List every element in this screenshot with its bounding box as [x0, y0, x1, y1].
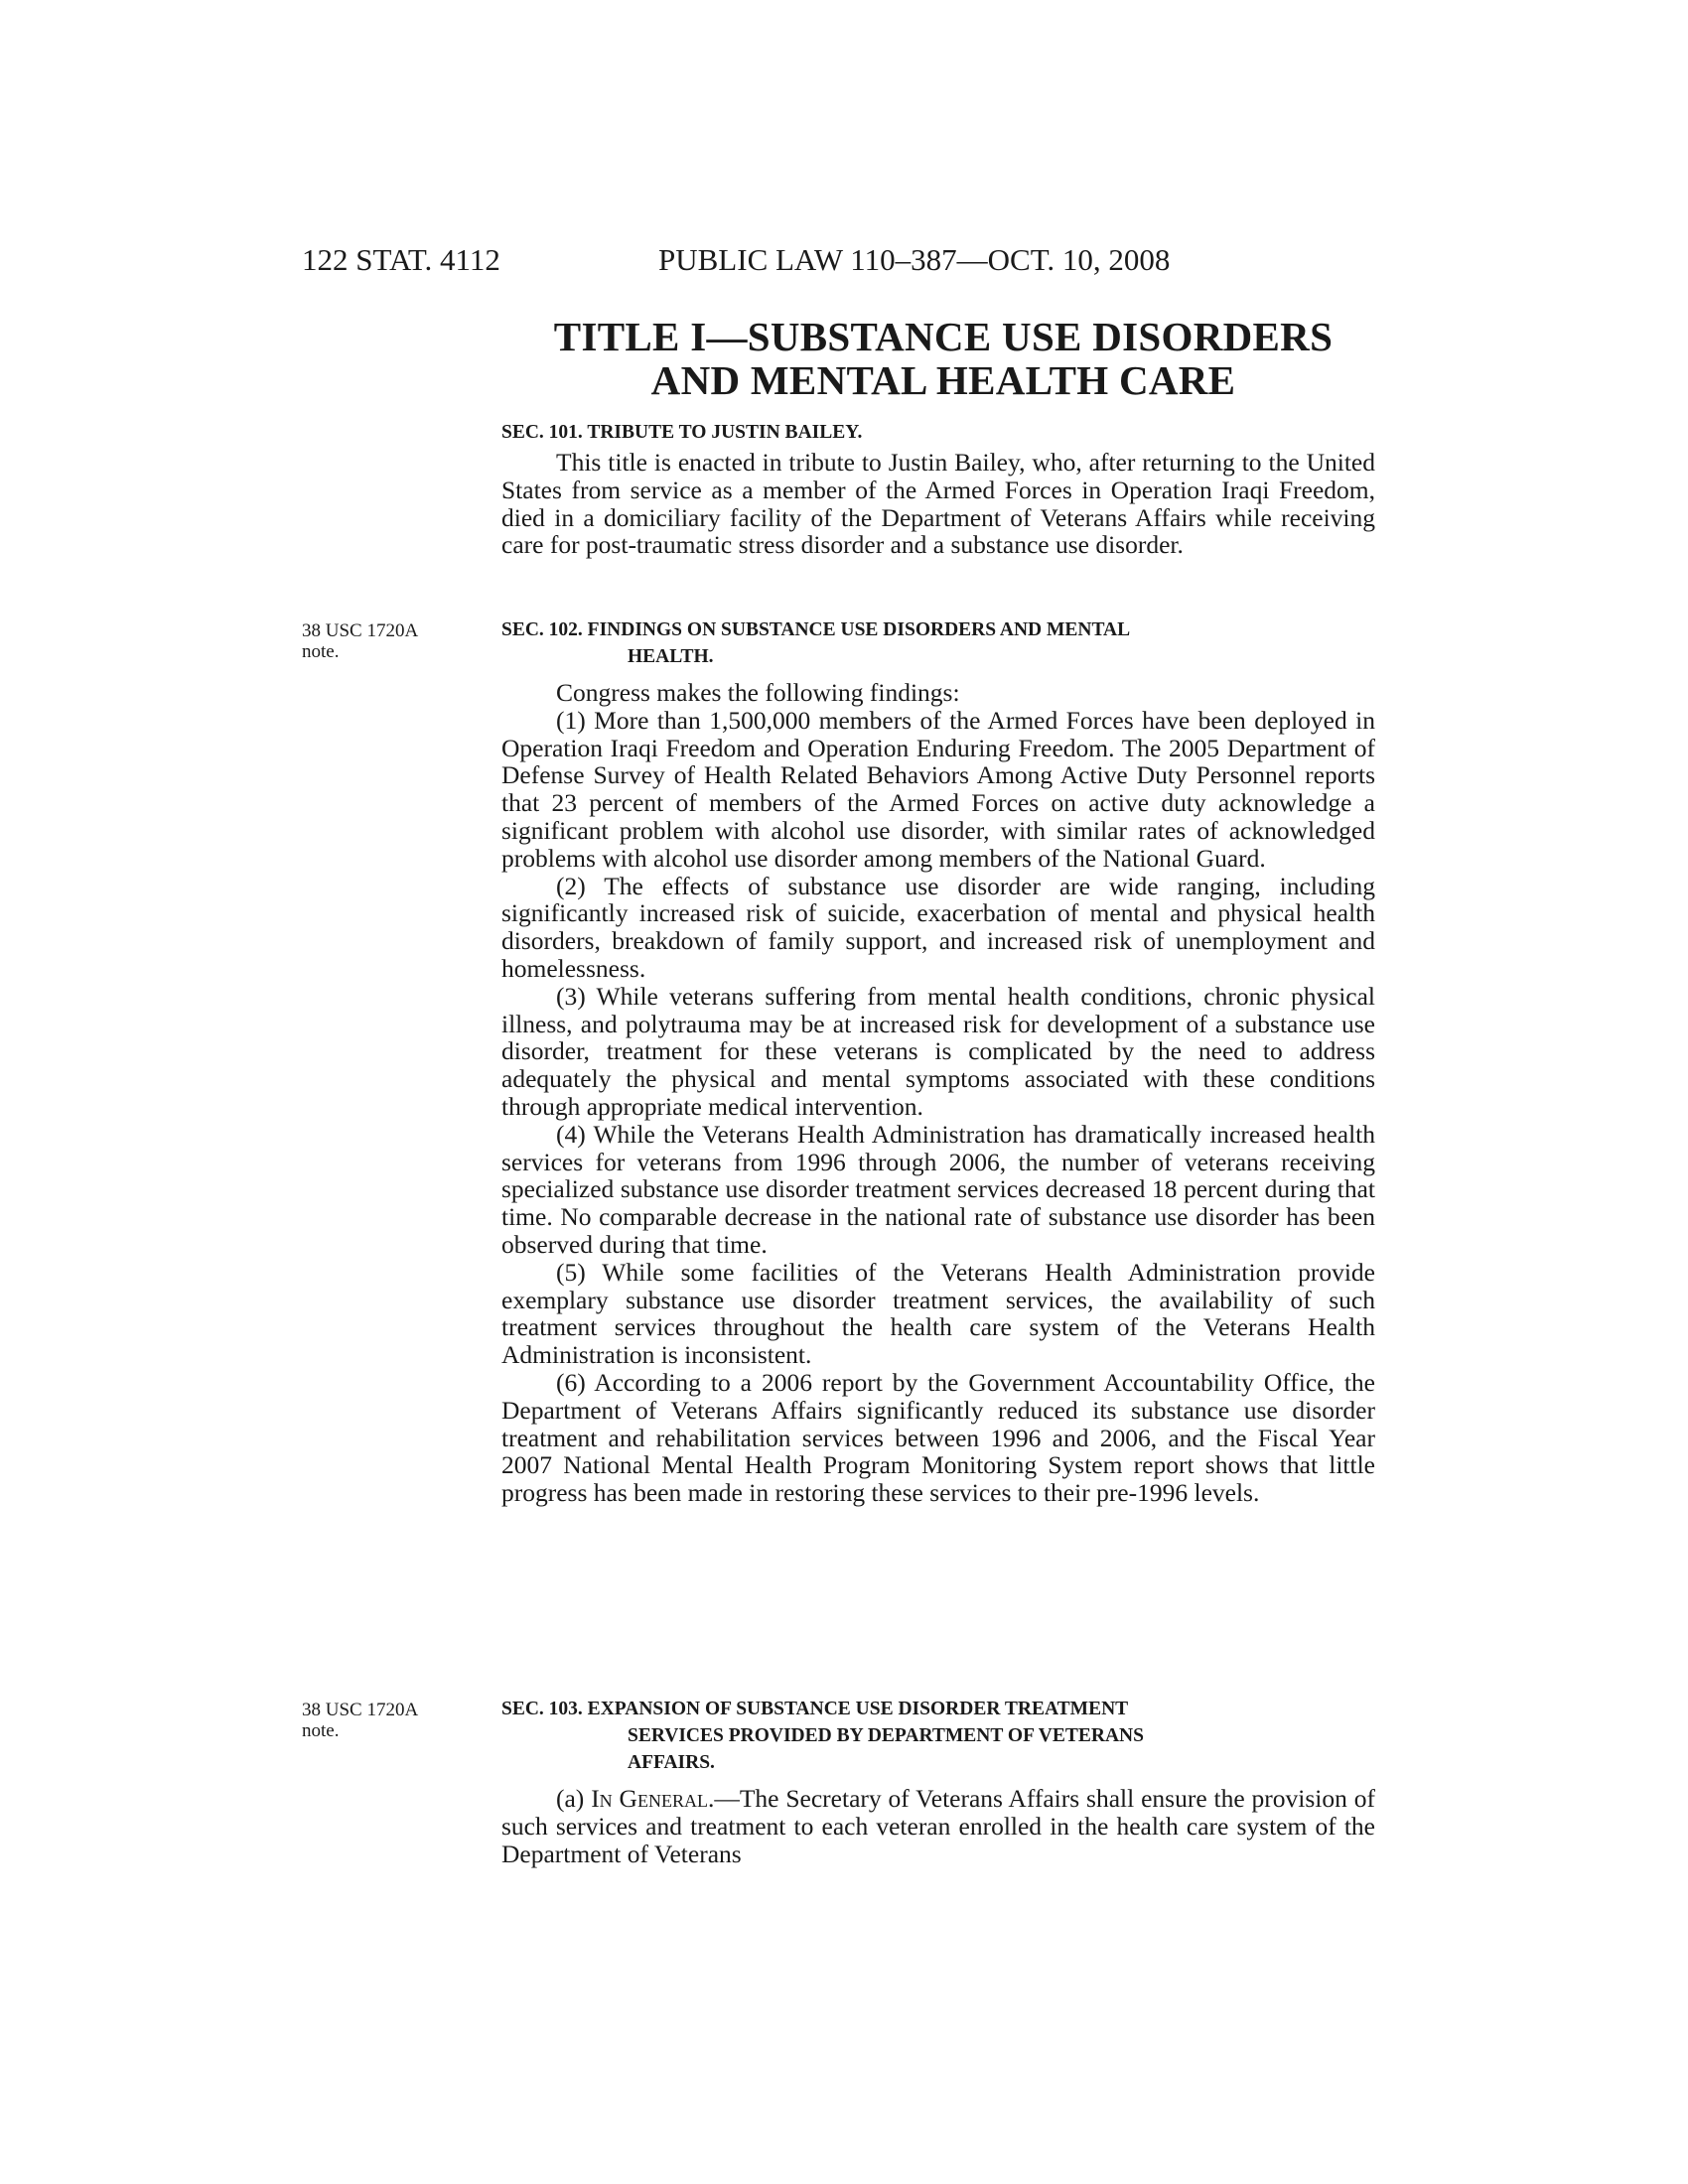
sec-103-margin-note	[302, 1700, 471, 1741]
title-line-1: TITLE I—SUBSTANCE USE DISORDERS	[553, 314, 1334, 359]
subsection-a-prefix: (a)	[556, 1784, 592, 1813]
finding-4: (4) While the Veterans Health Administration has dramatically increased health services for veterans from 1996 through 2006, the number of veterans receiving specialized substance use disorder treatment services decreased 18 percent during that time. No comparable decrease in the national rate of substance use disorder has been observed during that time.	[501, 1119, 1375, 1259]
finding-5: (5) While some facilities of the Veterans Health Administration provide exemplary substance use disorder treatment services, the availability of such treatment services throughout the health care system of the Veterans Health Administration is inconsistent.	[501, 1257, 1375, 1370]
margin-note-label: note.	[302, 641, 340, 662]
finding-2: (2) The effects of substance use disorder are wide ranging, including significantly increased risk of suicide, exacerbation of mental and physical health disorders, breakdown of family support, and increased risk of unemployment and homelessness.	[501, 871, 1375, 983]
finding-6: (6) According to a 2006 report by the Government Accountability Office, the Department of Veterans Affairs significantly reduced its substance use disorder treatment and rehabilitation services between 1996 and 2006, and the Fiscal Year 2007 National Mental Health Program Monitoring System report shows that little progress has been made in restoring these services to their pre-1996 levels.	[501, 1367, 1375, 1508]
margin-note-citation: 38 USC 1720A	[302, 1700, 419, 1720]
sec-101-body	[501, 449, 1375, 559]
findings-intro: Congress makes the following findings:	[556, 678, 960, 707]
margin-note-label: note.	[302, 1720, 340, 1741]
sec-102-heading	[501, 616, 1375, 670]
finding-1: (1) More than 1,500,000 members of the Armed Forces have been deployed in Operation Iraqi Freedom and Operation Enduring Freedom. The 2005 Department of Defense Survey of Health Related Behaviors Among Active Duty Personnel reports that 23 percent of members of the Armed Forces on active duty acknowledge a significant problem with alcohol use disorder, with similar rates of acknowledged problems with alcohol use disorder among members of the National Guard.	[501, 705, 1375, 873]
sec-101-heading: SEC. 101. TRIBUTE TO JUSTIN BAILEY.	[501, 422, 863, 443]
sec-103-body	[501, 1785, 1375, 1867]
subsection-a	[501, 1785, 1375, 1867]
subsection-a-text: .—The Secretary of Veterans Affairs shall ensure the provision of such services and treatment to each veteran enrolled in the health care system of the Department of Veterans	[501, 1784, 1375, 1868]
subsection-a-label: In General	[591, 1784, 708, 1813]
page-header	[302, 242, 1374, 282]
sec-102-body	[501, 679, 1375, 1507]
title-heading	[487, 315, 1400, 402]
title-line-2: AND MENTAL HEALTH CARE	[650, 357, 1236, 403]
sec-103-heading-line-3: AFFAIRS.	[628, 1752, 715, 1773]
sec-102-heading-line-2: HEALTH.	[628, 646, 714, 667]
finding-3: (3) While veterans suffering from mental health conditions, chronic physical illness, and polytrauma may be at increased risk for development of a substance use disorder, treatment for these veterans is complicated by the need to address adequately the physical and mental symptoms associated with these conditions through appropriate medical intervention.	[501, 981, 1375, 1121]
sec-102-heading-line-1: SEC. 102. FINDINGS ON SUBSTANCE USE DISORDERS AND MENTAL	[501, 619, 1131, 640]
margin-note-citation: 38 USC 1720A	[302, 620, 419, 641]
sec-103-heading	[501, 1696, 1375, 1776]
sec-103-heading-line-2: SERVICES PROVIDED BY DEPARTMENT OF VETERANS	[628, 1725, 1144, 1746]
sec-102-margin-note	[302, 620, 471, 662]
sec-101-paragraph: This title is enacted in tribute to Justin Bailey, who, after returning to the United States from service as a member of the Armed Forces in Operation Iraqi Freedom, died in a domiciliary facility of the Department of Veterans Affairs while receiving care for post-traumatic stress disorder and a substance use disorder.	[501, 448, 1375, 560]
sec-103-heading-line-1: SEC. 103. EXPANSION OF SUBSTANCE USE DISORDER TREATMENT	[501, 1699, 1129, 1719]
statute-page-number: 122 STAT. 4112	[302, 242, 500, 277]
public-law-citation: PUBLIC LAW 110–387—OCT. 10, 2008	[658, 242, 1171, 277]
